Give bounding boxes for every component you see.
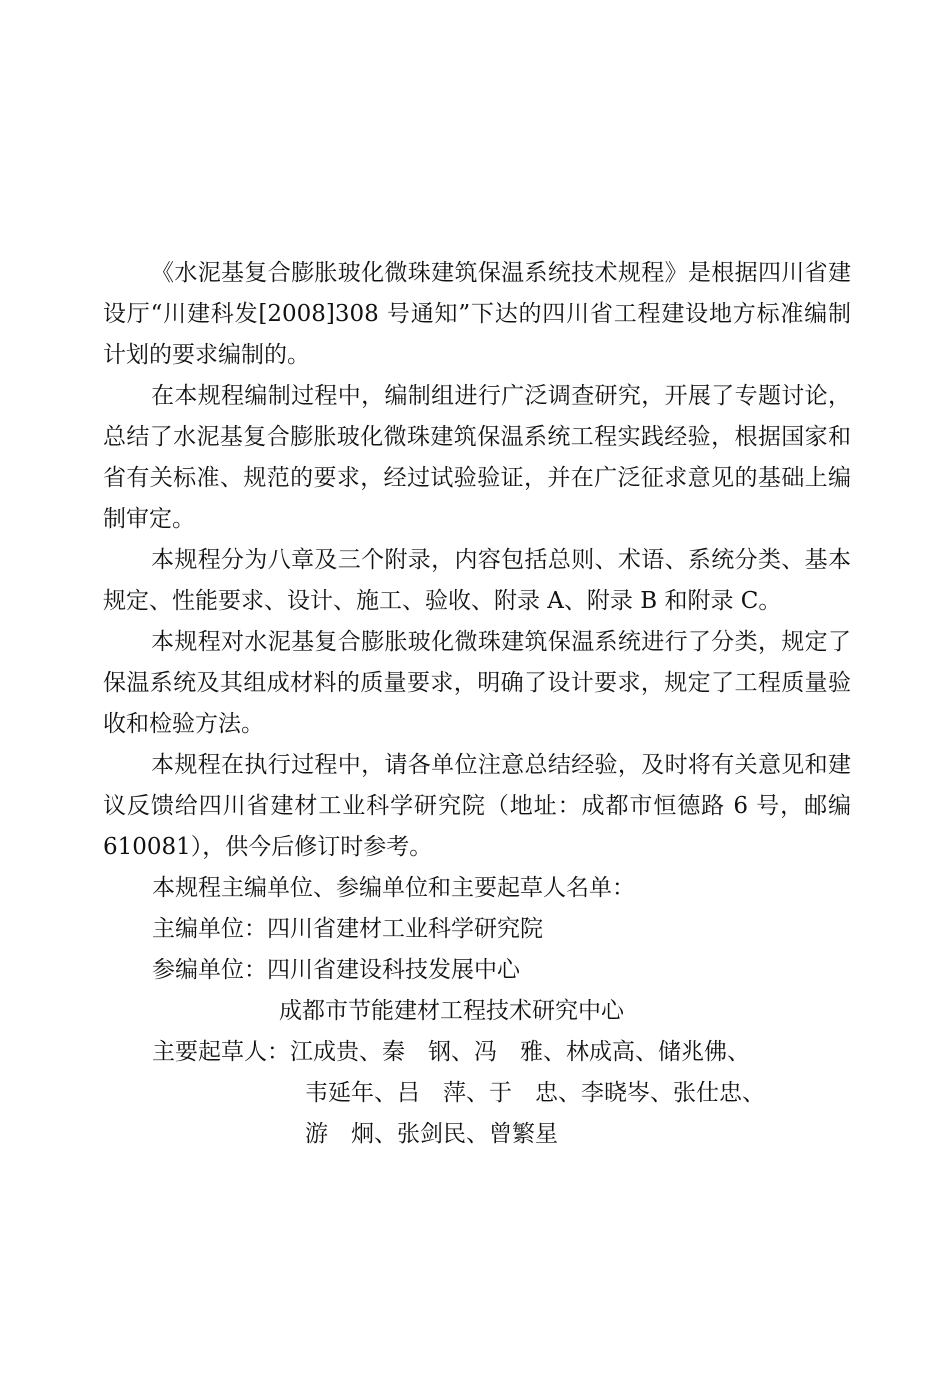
paragraph-feedback: 本规程在执行过程中，请各单位注意总结经验，及时将有关意见和建议反馈给四川省建材工业科学研究院（地址：成都市恒德路 6 号，邮编 610081），供今后修订时参考。 [103, 752, 851, 860]
participating-unit: 成都市节能建材工程技术研究中心 [279, 998, 624, 1024]
paragraph-process: 在本规程编制过程中，编制组进行广泛调查研究，开展了专题讨论，总结了水泥基复合膨胀玻化微珠建筑保温系统工程实践经验，根据国家和省有关标准、规范的要求，经过试验验证，并在广泛征求意见的基础上编制审定。 [103, 383, 851, 532]
drafters-line: 主要起草人：江成贵、秦 钢、冯 雅、林成高、储兆佛、 [152, 1039, 750, 1065]
paragraph-contents: 本规程分为八章及三个附录，内容包括总则、术语、系统分类、基本规定、性能要求、设计、施工、验收、附录 A、附录 B 和附录 C。 [103, 547, 851, 614]
chief-unit: 主编单位：四川省建材工业科学研究院 [152, 916, 543, 942]
drafters-line: 韦延年、吕 萍、于 忠、李晓岑、张仕忠、 [305, 1080, 765, 1106]
credits-intro: 本规程主编单位、参编单位和主要起草人名单： [152, 875, 635, 901]
paragraph-basis: 《水泥基复合膨胀玻化微珠建筑保温系统技术规程》是根据四川省建设厅“川建科发[2008]308 号通知”下达的四川省工程建设地方标准编制计划的要求编制的。 [103, 260, 851, 368]
paragraph-scope: 本规程对水泥基复合膨胀玻化微珠建筑保温系统进行了分类，规定了保温系统及其组成材料的质量要求，明确了设计要求，规定了工程质量验收和检验方法。 [103, 629, 851, 737]
drafters-line: 游 炯、张剑民、曾繁星 [305, 1121, 558, 1147]
participating-unit: 参编单位：四川省建设科技发展中心 [152, 957, 520, 983]
page-heading [0, 155, 950, 191]
